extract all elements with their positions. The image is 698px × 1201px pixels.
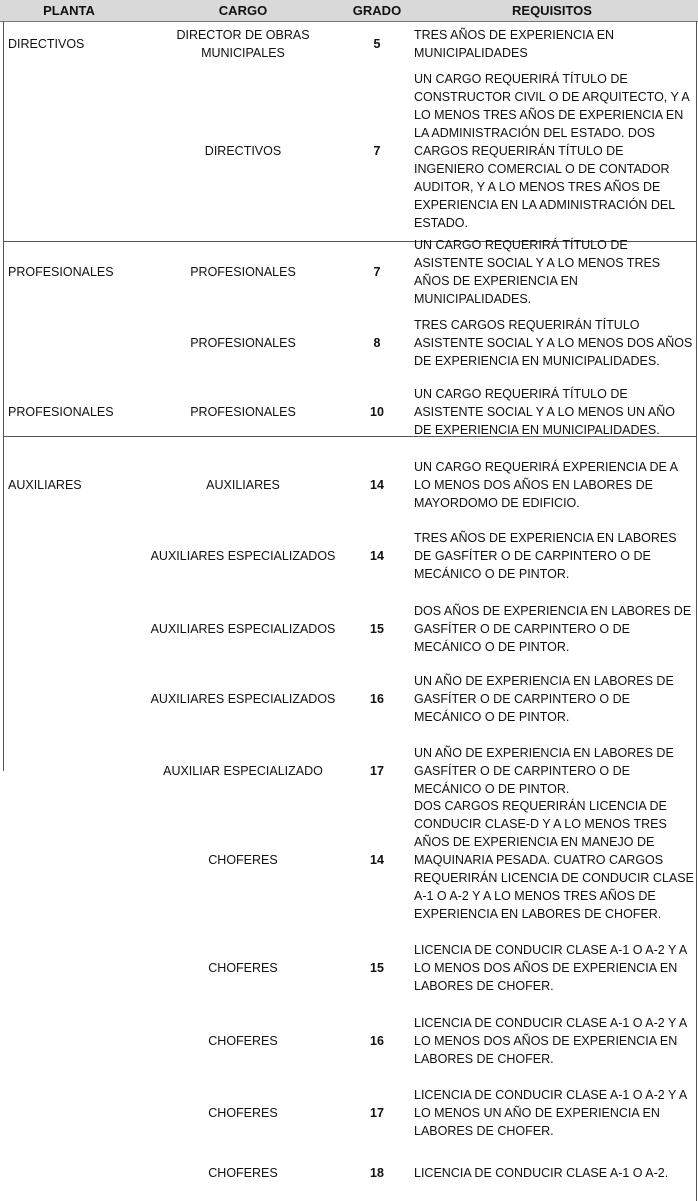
- cell-planta: [8, 939, 138, 997]
- cell-grado: 5: [373, 37, 381, 51]
- cell-grado: 10: [370, 405, 384, 419]
- cell-requisitos: [414, 670, 694, 728]
- table-row: [0, 795, 698, 925]
- cell-requisitos: [414, 21, 694, 67]
- requisitos-text: LICENCIA DE CONDUCIR CLASE A-1 O A-2 Y A LO MENOS DOS AÑOS DE EXPERIENCIA EN LABORES DE CHOFER.: [414, 1016, 687, 1066]
- requisitos-text: TRES AÑOS DE EXPERIENCIA EN MUNICIPALIDADES: [414, 28, 615, 60]
- requisitos-text: UN CARGO REQUERIRÁ TÍTULO DE CONSTRUCTOR CIVIL O DE ARQUITECTO, Y A LO MENOS TRES AÑOS DE EXPERIENCIA EN LA ADMINISTRACIÓN DEL ESTADO. DOS CARGOS REQUERIRÁN TÍTULO DE INGENIERO COMERCIAL O DE CONTADOR AUDITOR, Y A LO MENOS TRES AÑOS DE EXPERIENCIA EN LA ADMINISTRACIÓN DEL ESTADO.: [414, 72, 690, 230]
- cell-grado: 7: [373, 144, 381, 158]
- cell-cargo: AUXILIARES: [206, 478, 280, 492]
- requisitos-text: UN AÑO DE EXPERIENCIA EN LABORES DE GASFÍTER O DE CARPINTERO O DE MECÁNICO O DE PINTOR.: [414, 746, 674, 796]
- cell-planta: PROFESIONALES: [8, 405, 114, 419]
- cell-planta: [8, 600, 138, 658]
- table-row: [0, 527, 698, 585]
- cell-grado: 8: [373, 336, 381, 350]
- cell-cargo: AUXILIARES ESPECIALIZADOS: [150, 549, 336, 563]
- cell-planta: [8, 795, 138, 925]
- cell-planta: [8, 73, 138, 229]
- cell-planta: [8, 314, 138, 372]
- cell-grado: 14: [370, 853, 384, 867]
- cell-grado: 18: [370, 1166, 384, 1180]
- cell-requisitos: [414, 939, 694, 997]
- table-row: [0, 73, 698, 229]
- table-row: [0, 456, 698, 514]
- cell-requisitos: [414, 527, 694, 585]
- cell-cargo: CHOFERES: [208, 1166, 278, 1180]
- cell-requisitos: [414, 1012, 694, 1070]
- table-header: [0, 0, 698, 22]
- cell-requisitos: [414, 742, 694, 800]
- cell-grado: 16: [370, 692, 384, 706]
- cell-planta: [8, 742, 138, 800]
- cell-requisitos: [414, 1084, 694, 1142]
- cell-requisitos: [414, 795, 694, 925]
- cell-requisitos: [414, 314, 694, 372]
- table-row: [0, 600, 698, 658]
- cell-cargo: DIRECTIVOS: [204, 144, 282, 158]
- header-planta: PLANTA: [43, 3, 95, 18]
- cell-planta: [8, 527, 138, 585]
- cell-planta: [8, 1084, 138, 1142]
- header-requisitos: REQUISITOS: [512, 3, 592, 18]
- cell-planta: [8, 670, 138, 728]
- requisitos-text: TRES CARGOS REQUERIRÁN TÍTULO ASISTENTE SOCIAL Y A LO MENOS DOS AÑOS DE EXPERIENCIA EN MUNICIPALIDADES.: [414, 318, 693, 368]
- cell-cargo: CHOFERES: [208, 1034, 278, 1048]
- cell-cargo: AUXILIAR ESPECIALIZADO: [163, 764, 323, 778]
- header-cargo: CARGO: [218, 3, 268, 18]
- cell-grado: 15: [370, 622, 384, 636]
- cell-requisitos: [414, 383, 694, 441]
- table-row: [0, 742, 698, 800]
- table-row: [0, 21, 698, 67]
- cell-requisitos: [414, 1153, 694, 1193]
- cell-cargo: CHOFERES: [208, 1106, 278, 1120]
- cell-cargo: DIRECTOR DE OBRAS MUNICIPALES: [176, 28, 310, 60]
- requisitos-text: LICENCIA DE CONDUCIR CLASE A-1 O A-2.: [414, 1166, 669, 1180]
- cell-grado: 14: [370, 549, 384, 563]
- cell-cargo: CHOFERES: [208, 853, 278, 867]
- table-row: [0, 1153, 698, 1193]
- requisitos-text: UN CARGO REQUERIRÁ TÍTULO DE ASISTENTE SOCIAL Y A LO MENOS UN AÑO DE EXPERIENCIA EN MUNICIPALIDADES.: [414, 387, 675, 437]
- cell-cargo: PROFESIONALES: [190, 405, 296, 419]
- requisitos-text: TRES AÑOS DE EXPERIENCIA EN LABORES DE GASFÍTER O DE CARPINTERO O DE MECÁNICO O DE PINTOR.: [414, 531, 677, 581]
- cell-cargo: PROFESIONALES: [190, 336, 296, 350]
- cell-grado: 17: [370, 1106, 384, 1120]
- requisitos-text: DOS AÑOS DE EXPERIENCIA EN LABORES DE GASFÍTER O DE CARPINTERO O DE MECÁNICO O DE PINTOR.: [414, 604, 692, 654]
- table-row: [0, 670, 698, 728]
- cell-cargo: AUXILIARES ESPECIALIZADOS: [150, 692, 336, 706]
- cell-requisitos: [414, 238, 694, 306]
- cell-cargo: CHOFERES: [208, 961, 278, 975]
- requisitos-text: LICENCIA DE CONDUCIR CLASE A-1 O A-2 Y A LO MENOS DOS AÑOS DE EXPERIENCIA EN LABORES DE CHOFER.: [414, 943, 687, 993]
- cell-planta: PROFESIONALES: [8, 265, 114, 279]
- table-row: [0, 1012, 698, 1070]
- table-row: [0, 1084, 698, 1142]
- cell-planta: AUXILIARES: [8, 478, 82, 492]
- cell-grado: 16: [370, 1034, 384, 1048]
- cell-grado: 17: [370, 764, 384, 778]
- requisitos-text: LICENCIA DE CONDUCIR CLASE A-1 O A-2 Y A LO MENOS UN AÑO DE EXPERIENCIA EN LABORES DE CHOFER.: [414, 1088, 687, 1138]
- cell-cargo: AUXILIARES ESPECIALIZADOS: [150, 622, 336, 636]
- cell-grado: 15: [370, 961, 384, 975]
- requisitos-text: UN AÑO DE EXPERIENCIA EN LABORES DE GASFÍTER O DE CARPINTERO O DE MECÁNICO O DE PINTOR.: [414, 674, 674, 724]
- table-row: [0, 314, 698, 372]
- requisitos-text: UN CARGO REQUERIRÁ EXPERIENCIA DE A LO MENOS DOS AÑOS EN LABORES DE MAYORDOMO DE EDIFICIO.: [414, 460, 678, 510]
- header-grado: GRADO: [352, 3, 402, 18]
- cell-planta: [8, 1012, 138, 1070]
- cell-requisitos: [414, 73, 694, 229]
- cell-grado: 7: [373, 265, 381, 279]
- cell-planta: [8, 1153, 138, 1193]
- table-row: [0, 939, 698, 997]
- cell-grado: 14: [370, 478, 384, 492]
- cell-cargo: PROFESIONALES: [190, 265, 296, 279]
- requisitos-text: DOS CARGOS REQUERIRÁN LICENCIA DE CONDUCIR CLASE-D Y A LO MENOS TRES AÑOS DE EXPERIENCIA EN MANEJO DE MAQUINARIA PESADA. CUATRO CARGOS REQUERIRÁN LICENCIA DE CONDUCIR CLASE A-1 O A-2 Y A LO MENOS TRES AÑOS DE EXPERIENCIA EN LABORES DE CHOFER.: [414, 799, 694, 921]
- cell-requisitos: [414, 600, 694, 658]
- cell-requisitos: [414, 456, 694, 514]
- cell-planta: DIRECTIVOS: [8, 37, 85, 51]
- requisitos-text: UN CARGO REQUERIRÁ TÍTULO DE ASISTENTE SOCIAL Y A LO MENOS TRES AÑOS DE EXPERIENCIA EN MUNICIPALIDADES.: [414, 238, 661, 306]
- table-row: [0, 238, 698, 306]
- table-row: [0, 383, 698, 441]
